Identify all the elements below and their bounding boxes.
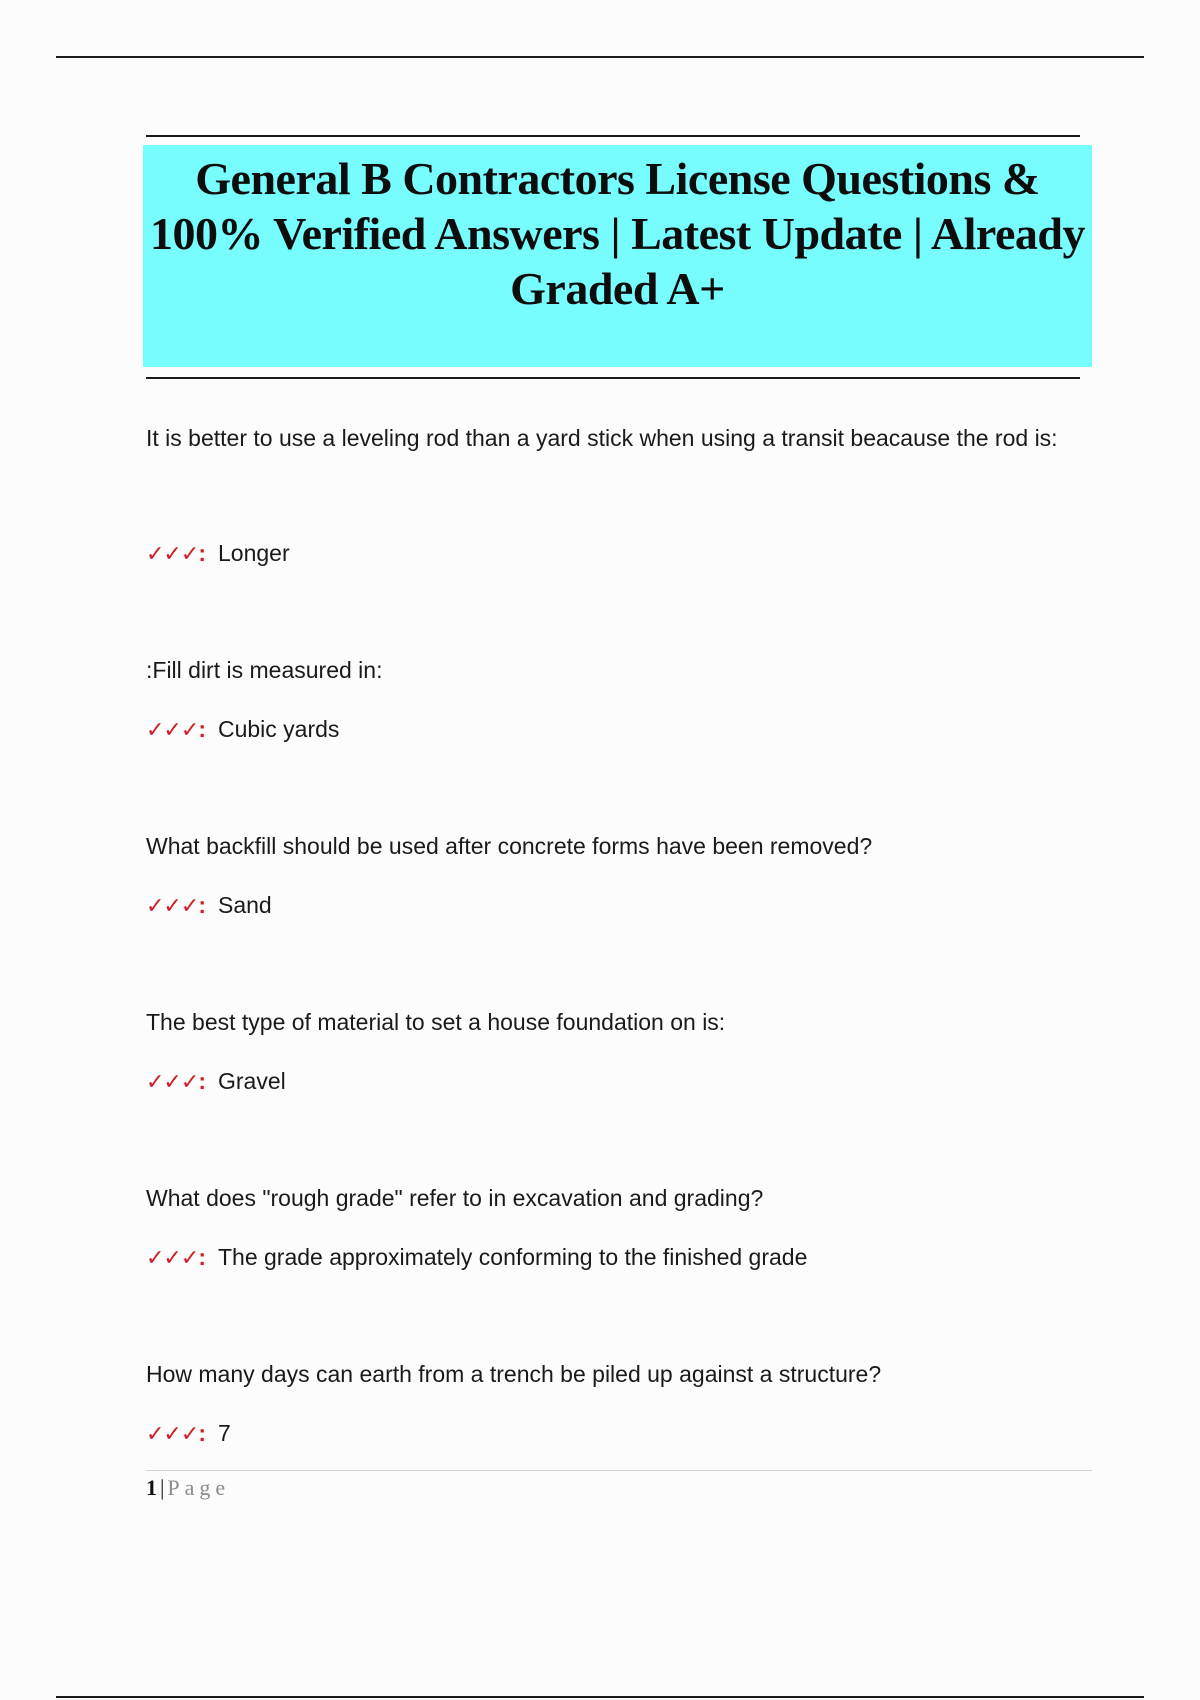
checkmark-icon: ✓✓✓ xyxy=(146,542,199,567)
answer-colon: : xyxy=(198,892,206,918)
answer-colon: : xyxy=(198,1420,206,1446)
checkmark-icon: ✓✓✓ xyxy=(146,1070,199,1095)
answer-text: The grade approximately conforming to the finished grade xyxy=(217,1244,808,1270)
checkmark-icon: ✓✓✓ xyxy=(146,1422,199,1447)
answer-6 xyxy=(146,1418,1086,1450)
title-bottom-rule xyxy=(146,377,1080,379)
answer-4 xyxy=(146,1066,1086,1098)
checkmark-icon: ✓✓✓ xyxy=(146,718,199,743)
answer-colon: : xyxy=(198,1244,206,1270)
answer-text: 7 xyxy=(217,1420,231,1446)
answer-text: Sand xyxy=(217,892,272,918)
title-top-rule xyxy=(146,135,1080,137)
answer-text: Cubic yards xyxy=(217,716,340,742)
page-number: 1 xyxy=(146,1475,157,1500)
answer-2 xyxy=(146,714,1086,746)
page-bottom-rule xyxy=(56,1696,1144,1698)
answer-text: Longer xyxy=(217,540,290,566)
document-title-line-2: 100% Verified Answers | Latest Update | Already xyxy=(149,208,1086,259)
page-separator: | xyxy=(160,1475,165,1500)
document-title-box xyxy=(143,145,1092,367)
checkmark-icon: ✓✓✓ xyxy=(146,894,199,919)
question-3: What backfill should be used after concrete forms have been removed? xyxy=(146,833,873,859)
page-top-rule xyxy=(56,56,1144,58)
answer-1 xyxy=(146,538,1086,570)
document-title-line-1: General B Contractors License Questions & xyxy=(195,153,1040,204)
footer-rule xyxy=(146,1470,1092,1471)
answer-5 xyxy=(146,1242,1086,1274)
document-title-line-3: Graded A+ xyxy=(510,263,725,314)
answer-colon: : xyxy=(198,540,206,566)
answer-3 xyxy=(146,890,1086,922)
question-1: It is better to use a leveling rod than a yard stick when using a transit beacause the rod is: xyxy=(146,425,1058,451)
answer-text: Gravel xyxy=(217,1068,286,1094)
page-footer xyxy=(146,1474,230,1502)
answer-colon: : xyxy=(198,716,206,742)
question-4: The best type of material to set a house foundation on is: xyxy=(146,1009,726,1035)
question-6: How many days can earth from a trench be piled up against a structure? xyxy=(146,1361,882,1387)
question-5: What does "rough grade" refer to in excavation and grading? xyxy=(146,1185,764,1211)
answer-colon: : xyxy=(198,1068,206,1094)
question-2: :Fill dirt is measured in: xyxy=(146,657,383,683)
checkmark-icon: ✓✓✓ xyxy=(146,1246,199,1271)
page-label: Page xyxy=(167,1475,231,1500)
